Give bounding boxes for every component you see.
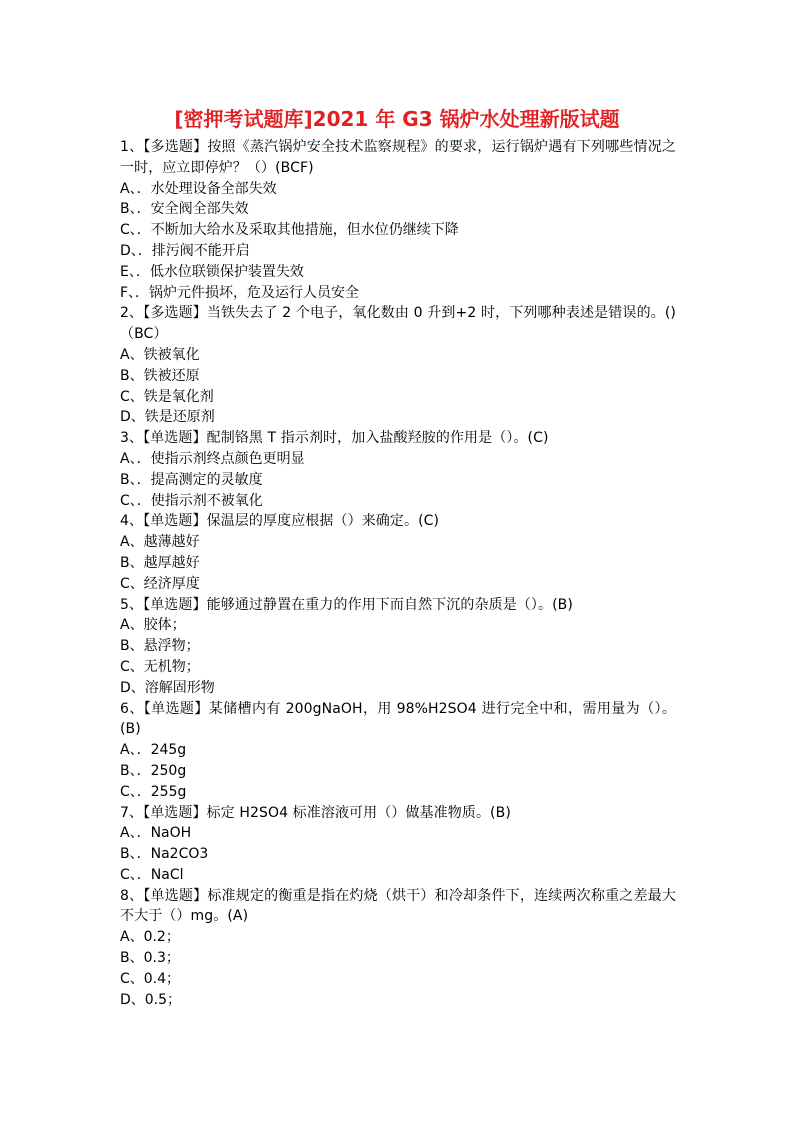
answer-option: C、经济厚度 xyxy=(120,575,200,592)
question-text: 7、【单选题】标定 H2SO4 标准溶液可用（）做基准物质。(B) xyxy=(120,804,511,821)
answer-option: C、．不断加大给水及采取其他措施，但水位仍继续下降 xyxy=(120,222,459,239)
question-text: 4、【单选题】保温层的厚度应根据（）来确定。(C) xyxy=(120,513,440,530)
answer-option: F、．锅炉元件损坏，危及运行人员安全 xyxy=(120,284,360,301)
answer-option: B、．Na2CO3 xyxy=(120,846,209,863)
answer-option: C、．NaCl xyxy=(120,866,184,883)
answer-option: A、铁被氧化 xyxy=(120,346,200,363)
question-block xyxy=(120,886,676,1011)
answer-option: D、0.5； xyxy=(120,991,182,1008)
answer-option: A、．NaOH xyxy=(120,825,192,842)
answer-option: A、0.2； xyxy=(120,929,180,946)
question-block xyxy=(120,803,676,886)
question-text: 1、【多选题】按照《蒸汽锅炉安全技术监察规程》的要求，运行锅炉遇有下列哪些情况之一时，应立即停炉？（）(BCF) xyxy=(120,139,676,176)
answer-option: C、．255g xyxy=(120,783,187,800)
answer-option: B、．提高测定的灵敏度 xyxy=(120,471,263,488)
question-block xyxy=(120,428,676,511)
answer-option: A、越薄越好 xyxy=(120,534,200,551)
answer-option: A、．使指示剂终点颜色更明显 xyxy=(120,450,305,467)
answer-option: B、越厚越好 xyxy=(120,554,200,571)
question-block xyxy=(120,137,676,303)
answer-option: B、悬浮物； xyxy=(120,638,200,655)
answer-option: A、．水处理设备全部失效 xyxy=(120,180,277,197)
answer-option: B、．安全阀全部失效 xyxy=(120,201,249,218)
answer-option: B、．250g xyxy=(120,762,187,779)
answer-option: A、．245g xyxy=(120,742,187,759)
answer-option: E、．低水位联锁保护装置失效 xyxy=(120,263,304,280)
question-block xyxy=(120,511,676,594)
answer-option: D、溶解固形物 xyxy=(120,679,215,696)
question-block xyxy=(120,303,676,428)
answer-option: D、铁是还原剂 xyxy=(120,409,215,426)
answer-option: C、铁是氧化剂 xyxy=(120,388,214,405)
answer-option: A、胶体； xyxy=(120,617,186,634)
answer-option: B、0.3； xyxy=(120,950,180,967)
answer-option: C、无机物； xyxy=(120,658,200,675)
question-list xyxy=(120,137,676,1010)
question-block xyxy=(120,595,676,699)
question-text: 6、【单选题】某储槽内有 200gNaOH，用 98%H2SO4 进行完全中和，需用量为（）。(B) xyxy=(120,700,676,738)
answer-option: D、．排污阀不能开启 xyxy=(120,242,250,259)
question-text: 5、【单选题】能够通过静置在重力的作用下而自然下沉的杂质是（）。(B) xyxy=(120,596,573,613)
answer-option: B、铁被还原 xyxy=(120,367,200,384)
question-text: 8、【单选题】标准规定的衡重是指在灼烧（烘干）和冷却条件下，连续两次称重之差最大不大于（）mg。(A) xyxy=(120,887,676,925)
question-text: 3、【单选题】配制铬黑 T 指示剂时，加入盐酸羟胺的作用是（）。(C) xyxy=(120,430,549,447)
document-title: [密押考试题库]2021 年 G3 锅炉水处理新版试题 xyxy=(174,107,620,131)
question-block xyxy=(120,699,676,803)
answer-option: C、．使指示剂不被氧化 xyxy=(120,492,263,509)
question-text: 2、【多选题】当铁失去了 2 个电子，氧化数由 0 升到+2 时，下列哪种表述是错误的。()（BC） xyxy=(120,305,676,343)
answer-option: C、0.4； xyxy=(120,970,181,987)
